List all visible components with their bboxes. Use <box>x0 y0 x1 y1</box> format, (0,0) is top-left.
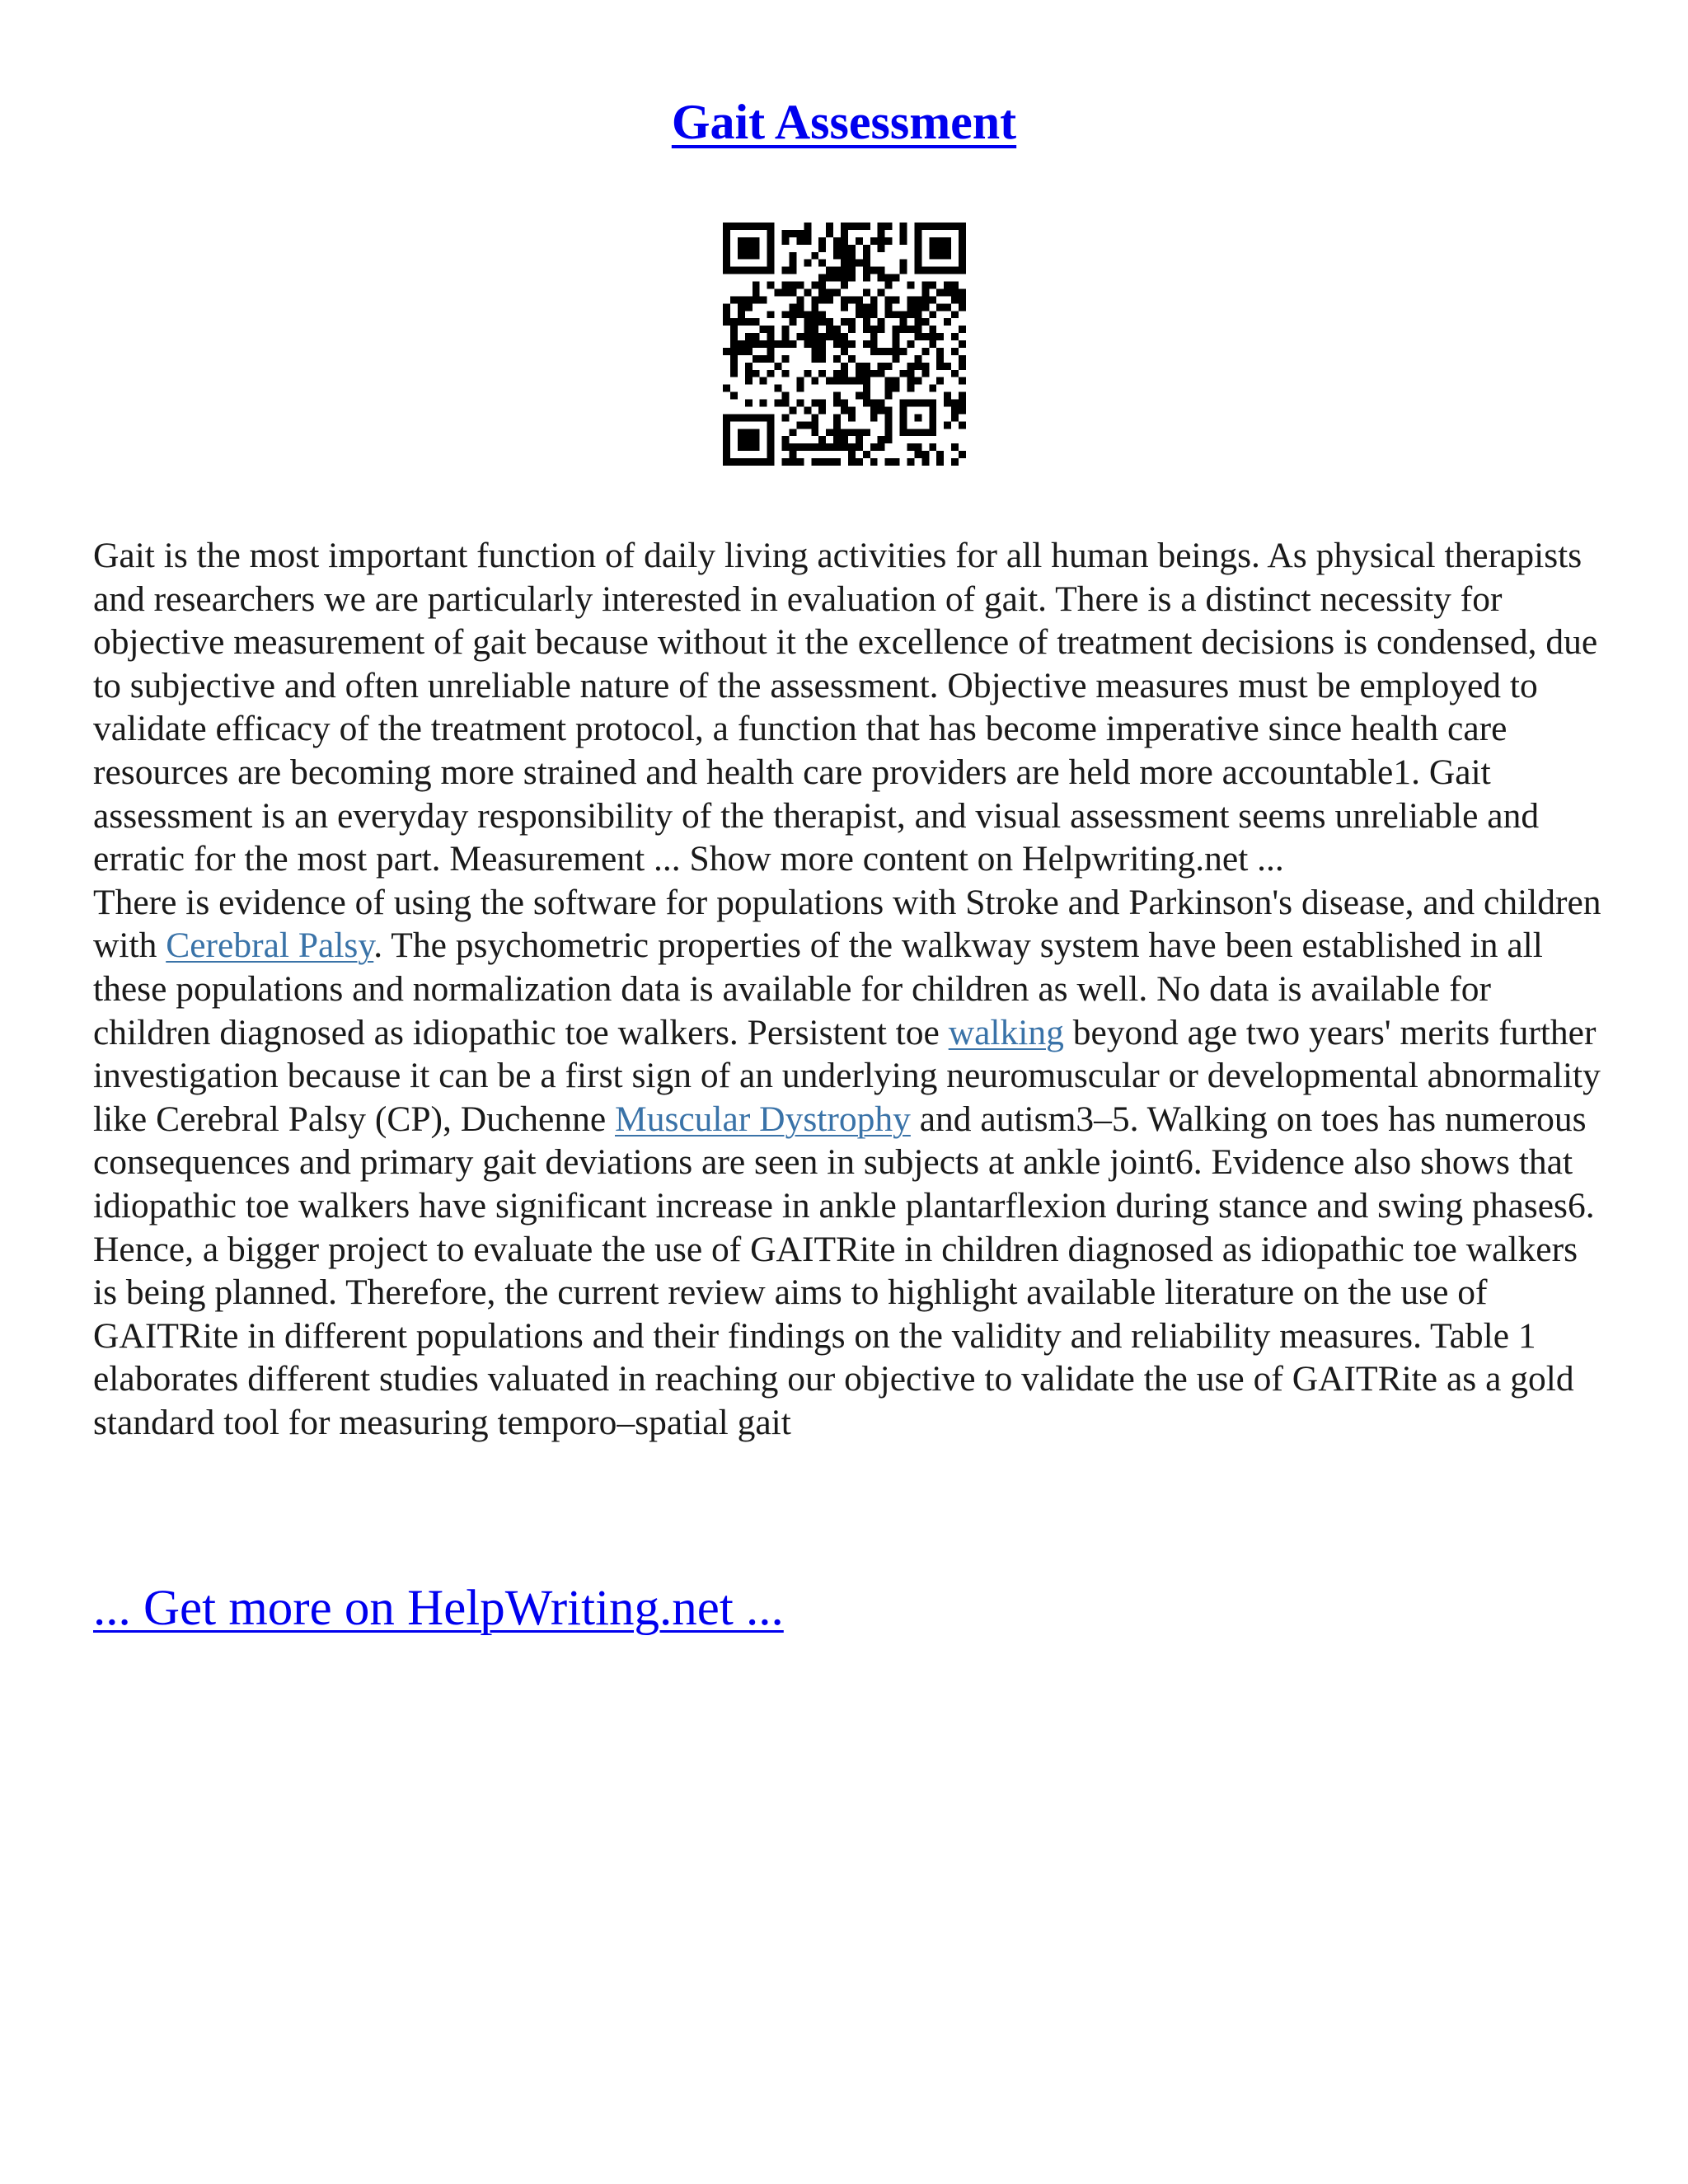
article-body <box>93 534 1601 1444</box>
walking-link[interactable]: walking <box>948 1012 1064 1052</box>
paragraph-intro: Gait is the most important function of daily living activities for all human beings. As physical therapists and researchers we are particularly interested in evaluation of gait. There is a distinct necessity for objective measurement of gait because without it the excellence of treatment decisions is condensed, due to subjective and often unreliable nature of the assessment. Objective measures must be employed to validate efficacy of the treatment protocol, a function that has become imperative since health care resources are becoming more strained and health care providers are held more accountable1. Gait assessment is an everyday responsibility of the therapist, and visual assessment seems unreliable and erratic for the most part. Measurement ... Show more content on Helpwriting.net ... <box>93 536 1598 879</box>
paragraph-text: and autism3–5. Walking on toes has numerous consequences and primary gait deviations are seen in subjects at ankle joint6. Evidence also shows that idiopathic toe walkers have significant increase in ankle plantarflexion during stance and swing phases6. Hence, a bigger project to evaluate the use of GAITRite in children diagnosed as idiopathic toe walkers is being planned. Therefore, the current review aims to highlight available literature on the use of GAITRite in different populations and their findings on the validity and reliability measures. Table 1 elaborates different studies valuated in reaching our objective to validate the use of GAITRite as a gold standard tool for measuring temporo–spatial gait <box>93 1099 1595 1442</box>
paragraph-evidence <box>93 881 1601 1445</box>
paragraph-text: There is evidence of using the software for populations with Stroke and Parkinson's disease, and children with <box>93 882 1601 966</box>
title-link[interactable]: Gait Assessment <box>671 95 1017 149</box>
paragraph-text: . The psychometric properties of the walkway system have been established in all these populations and normalization data is available for children as well. No data is available for children diagnosed as idiopathic toe walkers. Persistent toe <box>93 926 1543 1052</box>
qr-code <box>723 223 966 466</box>
muscular-dystrophy-link[interactable]: Muscular Dystrophy <box>615 1099 911 1139</box>
page-title <box>0 89 1688 155</box>
cerebral-palsy-link[interactable]: Cerebral Palsy <box>166 926 374 966</box>
qr-code-image <box>723 223 966 466</box>
get-more-link[interactable]: ... Get more on HelpWriting.net ... <box>93 1581 784 1636</box>
paragraph-text: beyond age two years' merits further investigation because it can be a first sign of an underlying neuromuscular or developmental abnormality like Cerebral Palsy (CP), Duchenne <box>93 1012 1601 1139</box>
get-more-paragraph <box>93 1576 784 1642</box>
